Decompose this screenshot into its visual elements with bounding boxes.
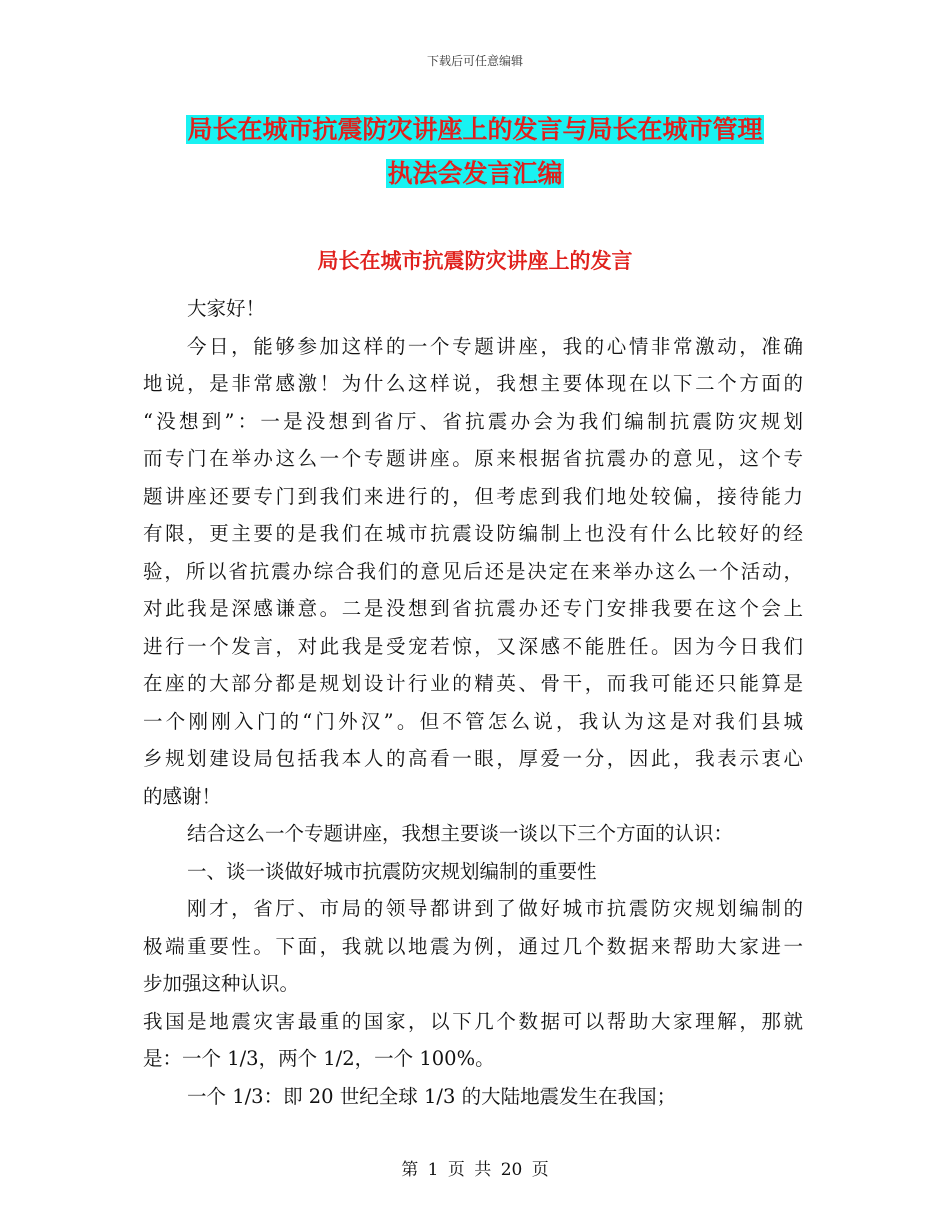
body-line: 是：一个 1/3，两个 1/2，一个 100%。: [143, 1047, 495, 1070]
body-line: 对此我是深感谦意。二是没想到省抗震办还专门安排我要在这个会上: [143, 597, 803, 620]
body-line: 刚才，省厅、市局的领导都讲到了做好城市抗震防灾规划编制的: [187, 897, 803, 920]
body-line: 一个刚刚入门的“门外汉”。但不管怎么说，我认为这是对我们县城: [143, 709, 803, 733]
document-title-line-2-text: 执法会发言汇编: [387, 159, 563, 188]
page-number: 第 1 页 共 20 页: [401, 1160, 549, 1180]
body-line: 乡规划建设局包括我本人的高看一眼，厚爱一分，因此，我表示衷心: [143, 747, 803, 770]
body-line: 极端重要性。下面，我就以地震为例，通过几个数据来帮助大家进一: [143, 934, 803, 958]
body-line: “没想到”：一是没想到省厅、省抗震办会为我们编制抗震防灾规划: [143, 409, 803, 433]
body-line: 我国是地震灾害最重的国家，以下几个数据可以帮助大家理解，那就: [143, 1009, 803, 1033]
body-line: 步加强这种认识。: [143, 972, 300, 995]
body-line: 一、谈一谈做好城市抗震防灾规划编制的重要性: [187, 859, 597, 883]
document-title-line-1: [55, 110, 895, 150]
body-line: 有限，更主要的是我们在城市抗震设防编制上也没有什么比较好的经: [143, 522, 803, 545]
body-text: [143, 290, 803, 1115]
body-line: 结合这么一个专题讲座，我想主要谈一谈以下三个方面的认识：: [187, 822, 734, 845]
body-line: 一个 1/3：即 20 世纪全球 1/3 的大陆地震发生在我国；: [187, 1084, 677, 1108]
body-line: 验，所以省抗震办综合我们的意见后还是决定在来举办这么一个活动，: [143, 559, 803, 583]
body-line: 而专门在举办这么一个专题讲座。原来根据省抗震办的意见，这个专: [143, 447, 803, 470]
body-line: 在座的大部分都是规划设计行业的精英、骨干，而我可能还只能算是: [143, 672, 803, 695]
document-title-line-2: [0, 154, 950, 194]
section-title: 局长在城市抗震防灾讲座上的发言: [317, 248, 633, 273]
body-line: 进行一个发言，对此我是受宠若惊，又深感不能胜任。因为今日我们: [143, 634, 803, 658]
body-line: 今日，能够参加这样的一个专题讲座，我的心情非常激动，准确: [187, 334, 803, 358]
page-header-note: 下载后可任意编辑: [426, 54, 523, 68]
body-line: 地说，是非常感激！为什么这样说，我想主要体现在以下二个方面的: [143, 372, 803, 395]
body-line: 的感谢！: [143, 784, 222, 808]
body-line: 题讲座还要专门到我们来进行的，但考虑到我们地处较偏，接待能力: [143, 484, 803, 508]
document-title-line-1-text: 局长在城市抗震防灾讲座上的发言与局长在城市管理: [187, 115, 763, 144]
body-line: 大家好！: [187, 297, 266, 320]
